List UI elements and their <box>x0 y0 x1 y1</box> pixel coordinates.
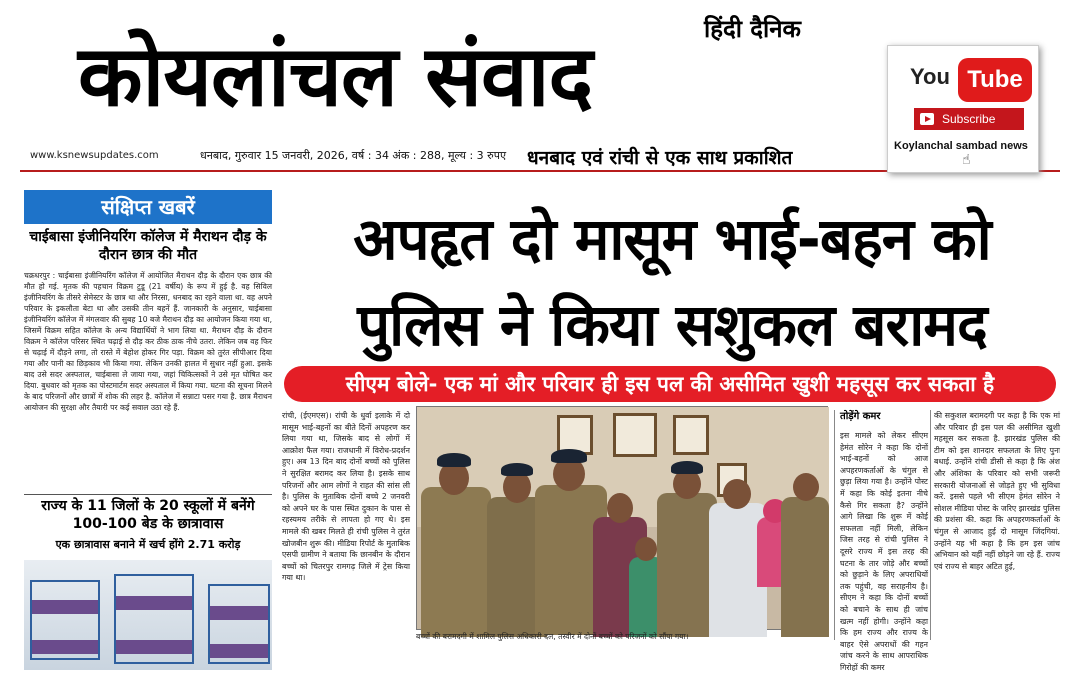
hostel-beds-photo <box>24 560 272 670</box>
mattress <box>32 640 98 654</box>
brief-body: चक्रधरपुर : चाईबासा इंजीनियरिंग कॉलेज में आयोजित मैराथन दौड़ के दौरान एक छात्र की मौत हो गई. मृतक की पहचान विक्रम टुडू (21 वर्षीय) के रूप में हुई है. वह सिविल इंजीनियरिंग के तीसरे सेमेस्टर के छात्र था और निरसा, धनबाद का रहने वाला था. वह अपने परिवार के इकलौता बेटा था और उसकी तीन बहनें हैं. जानकारी के अनुसार, चाईबासा इंजीनियरिंग कॉलेज में मंगलवार की सुबह 10 बजे मैराथन दौड़ का आयोजन किया गया था, जिसमें विक्रम सहित कॉलेज के अन्य विद्यार्थियों ने भाग लिया था. मैराथन दौड़ के दौरान विक्रम ने कॉलेज परिसर स्थित चढ़ाई से दौड़ कर ठीक ठाक नीचे उतरा. लेकिन जब वह फिर से चढ़ाई में दौड़ने लगा, तो रास्ते में बेहोश होकर गिर पड़ा. विक्रम को तुरंत सीपीआर दिया गया और पानी का छिड़काव भी किया गया. लेकिन उनकी हालत में सुधार नहीं हुआ. इसके बाद उसे सदर अस्पताल, चाईबासा ले जाया गया, जहां चिकित्सकों ने उसे मृत घोषित कर दिया. बुधवार को मृतक का पोस्टमार्टम सदर अस्पताल में किया गया. घटना की सूचना मिलने के बाद परिजनों और छात्रों में शोक की लहर है. कॉलेज में सन्नाटा पसर गया है. छात्र मैराथन आयोजन की सुरक्षा और तैयारी पर कई सवाल उठा रहे हैं. <box>24 271 272 412</box>
youtube-tube-text: Tube <box>958 58 1032 102</box>
mattress <box>116 640 192 654</box>
hostel-subheadline: एक छात्रावास बनाने में खर्च होंगे 2.71 करोड़ <box>55 538 241 551</box>
published-from: धनबाद एवं रांची से एक साथ प्रकाशित <box>527 147 793 169</box>
officer-figure <box>421 487 491 637</box>
column-divider <box>930 410 931 640</box>
briefs-header: संक्षिप्त खबरें <box>24 190 272 224</box>
officer-figure <box>657 493 717 637</box>
youtube-channel-name: Koylanchal sambad news <box>894 140 1028 152</box>
photo-caption: बच्चों की बरामदगी में शामिल पुलिस अधिकारी दल, तस्वीर में दोनों बच्चों को परिजनों को सौंपा गया। <box>416 632 689 641</box>
youtube-you-text: You <box>910 64 950 89</box>
police-team-photo <box>416 406 828 630</box>
pointer-hand-icon: ☝ <box>962 152 971 168</box>
youtube-promo[interactable] <box>887 45 1039 173</box>
daily-label: हिंदी दैनिक <box>704 15 801 43</box>
brief-divider <box>24 494 272 495</box>
story-column-1: रांची, (ईएमएस)। रांची के धुर्वा इलाके में दो मासूम भाई-बहनों का बीते दिनों अपहरण कर लिया गया था, जिसके बाद से लोगों में आक्रोश फैल गया। राजधानी में विरोध-प्रदर्शन हुए। अब 13 दिन बाद दोनों बच्चों को पुलिस ने सुरक्षित बरामद कर लिया है। इसके साथ परिजनों और आम लोगों ने राहत की सांस ली है। पुलिस के मुताबिक दोनों बच्चे 2 जनवरी को अपने घर के पास स्थित दुकान के पास से रहस्यमय तरीके से लापता हो गए थे। इस मामले की खबर मिलते ही रांची पुलिस ने तुरंत खोजबीन शुरू की। मीडिया रिपोर्ट के मुताबिक एसपी ग्रामीण ने बताया कि छानबीन के दौरान बच्चों को चितरपुर रामगढ़ जिले में ट्रेस किया गया था। <box>282 411 410 583</box>
briefs-column <box>24 190 272 645</box>
officer-cap <box>437 453 471 467</box>
brief-headline: चाईबासा इंजीनियरिंग कॉलेज में मैराथन दौड़ के दौरान छात्र की मौत <box>29 229 267 263</box>
mattress <box>32 600 98 614</box>
hostel-headline: राज्य के 11 जिलों के 20 स्कूलों में बनेंगे 100-100 बेड के छात्रावास <box>41 498 255 532</box>
officer-cap <box>501 463 533 476</box>
officer-cap <box>671 461 703 474</box>
play-icon <box>920 113 934 125</box>
story-kicker: तोड़ेंगे कमर <box>840 411 881 422</box>
masthead <box>0 0 1080 180</box>
officer-cap <box>551 449 587 463</box>
mattress <box>116 596 192 610</box>
lead-headline: अपहृत दो मासूम भाई-बहन को पुलिस ने किया सशुकल बरामद <box>353 205 991 359</box>
mattress <box>210 606 268 620</box>
youtube-logo-icon <box>910 58 1036 106</box>
mother-head <box>607 493 633 523</box>
newspaper-title: कोयलांचल संवाद <box>78 27 593 125</box>
subscribe-label: Subscribe <box>942 112 996 126</box>
column-divider <box>834 410 835 640</box>
website-link[interactable]: www.ksnewsupdates.com <box>30 150 159 161</box>
child-head <box>635 537 657 561</box>
wall-portrait <box>673 415 709 455</box>
issue-date-line: धनबाद, गुरुवार 15 जनवरी, 2026, वर्ष : 34 अंक : 288, मूल्य : 3 रुपए <box>200 149 507 162</box>
lead-subheadline: सीएम बोले- एक मां और परिवार ही इस पल की असीमित खुशी महसूस कर सकता है <box>284 366 1056 402</box>
lead-story <box>282 190 1062 672</box>
wall-emblem <box>613 413 657 457</box>
officer-figure <box>781 497 829 637</box>
story-column-2: इस मामले को लेकर सीएम हेमंत सोरेन ने कहा कि दोनों भाई-बहनों को आज अपहरणकर्ताओं के चंगुल से छुड़ा लिया गया है। उन्होंने पोस्ट में कहा कि कोई इतना नीचे कैसे गिर सकता है? उन्होंने आगे लिखा कि शुरू में कोई सफलता नहीं मिली, लेकिन जिस तरह से रांची पुलिस ने दूसरे राज्य में इस तरह की घटना के तार जोड़े और बच्चों को छुड़ाने के लिए अपराधियों तक पहुंची, वह सराहनीय है। सीएम ने कहा कि दोनों बच्चों को बचाने के साथ ही जांच खत्म नहीं होगी। उन्होंने कहा कि हम राज्य और राज्य के बाहर ऐसे अपराधों की गहन जांच करने के साथ आपराधिक गिरोहों की कमर <box>840 431 928 672</box>
mattress <box>210 644 268 658</box>
subscribe-button[interactable] <box>914 108 1024 130</box>
story-column-3: की सकुशल बरामदगी पर कहा है कि एक मां और परिवार ही इस पल की असीमित खुशी महसूस कर सकता है. झारखंड पुलिस की टीम को इस शानदार सफलता के लिए पुनः बधाई. उन्होंने रांची डीसी से कहा है कि अंश और अंशिका के परिवार को सभी जरूरी सरकारी योजनाओं से जोड़ते हुए भी सुविधा करें. इससे पहले भी सीएम हेमंत सोरेन ने सोशल मीडिया पोस्ट के जरिए झारखंड पुलिस की प्रशंसा की. कहा कि अपहरणकर्ताओं के चंगुल से आजाद हुई दो मासूम जिंदगियां. उन्होंने यह भी कहा है कि हम इस जांच अभियान को यहीं नहीं छोड़ने जा रहे हैं. राज्य एवं राज्य से बाहर अटित हुई, <box>934 411 1060 571</box>
father-head <box>723 479 751 509</box>
officer-head <box>793 473 819 501</box>
